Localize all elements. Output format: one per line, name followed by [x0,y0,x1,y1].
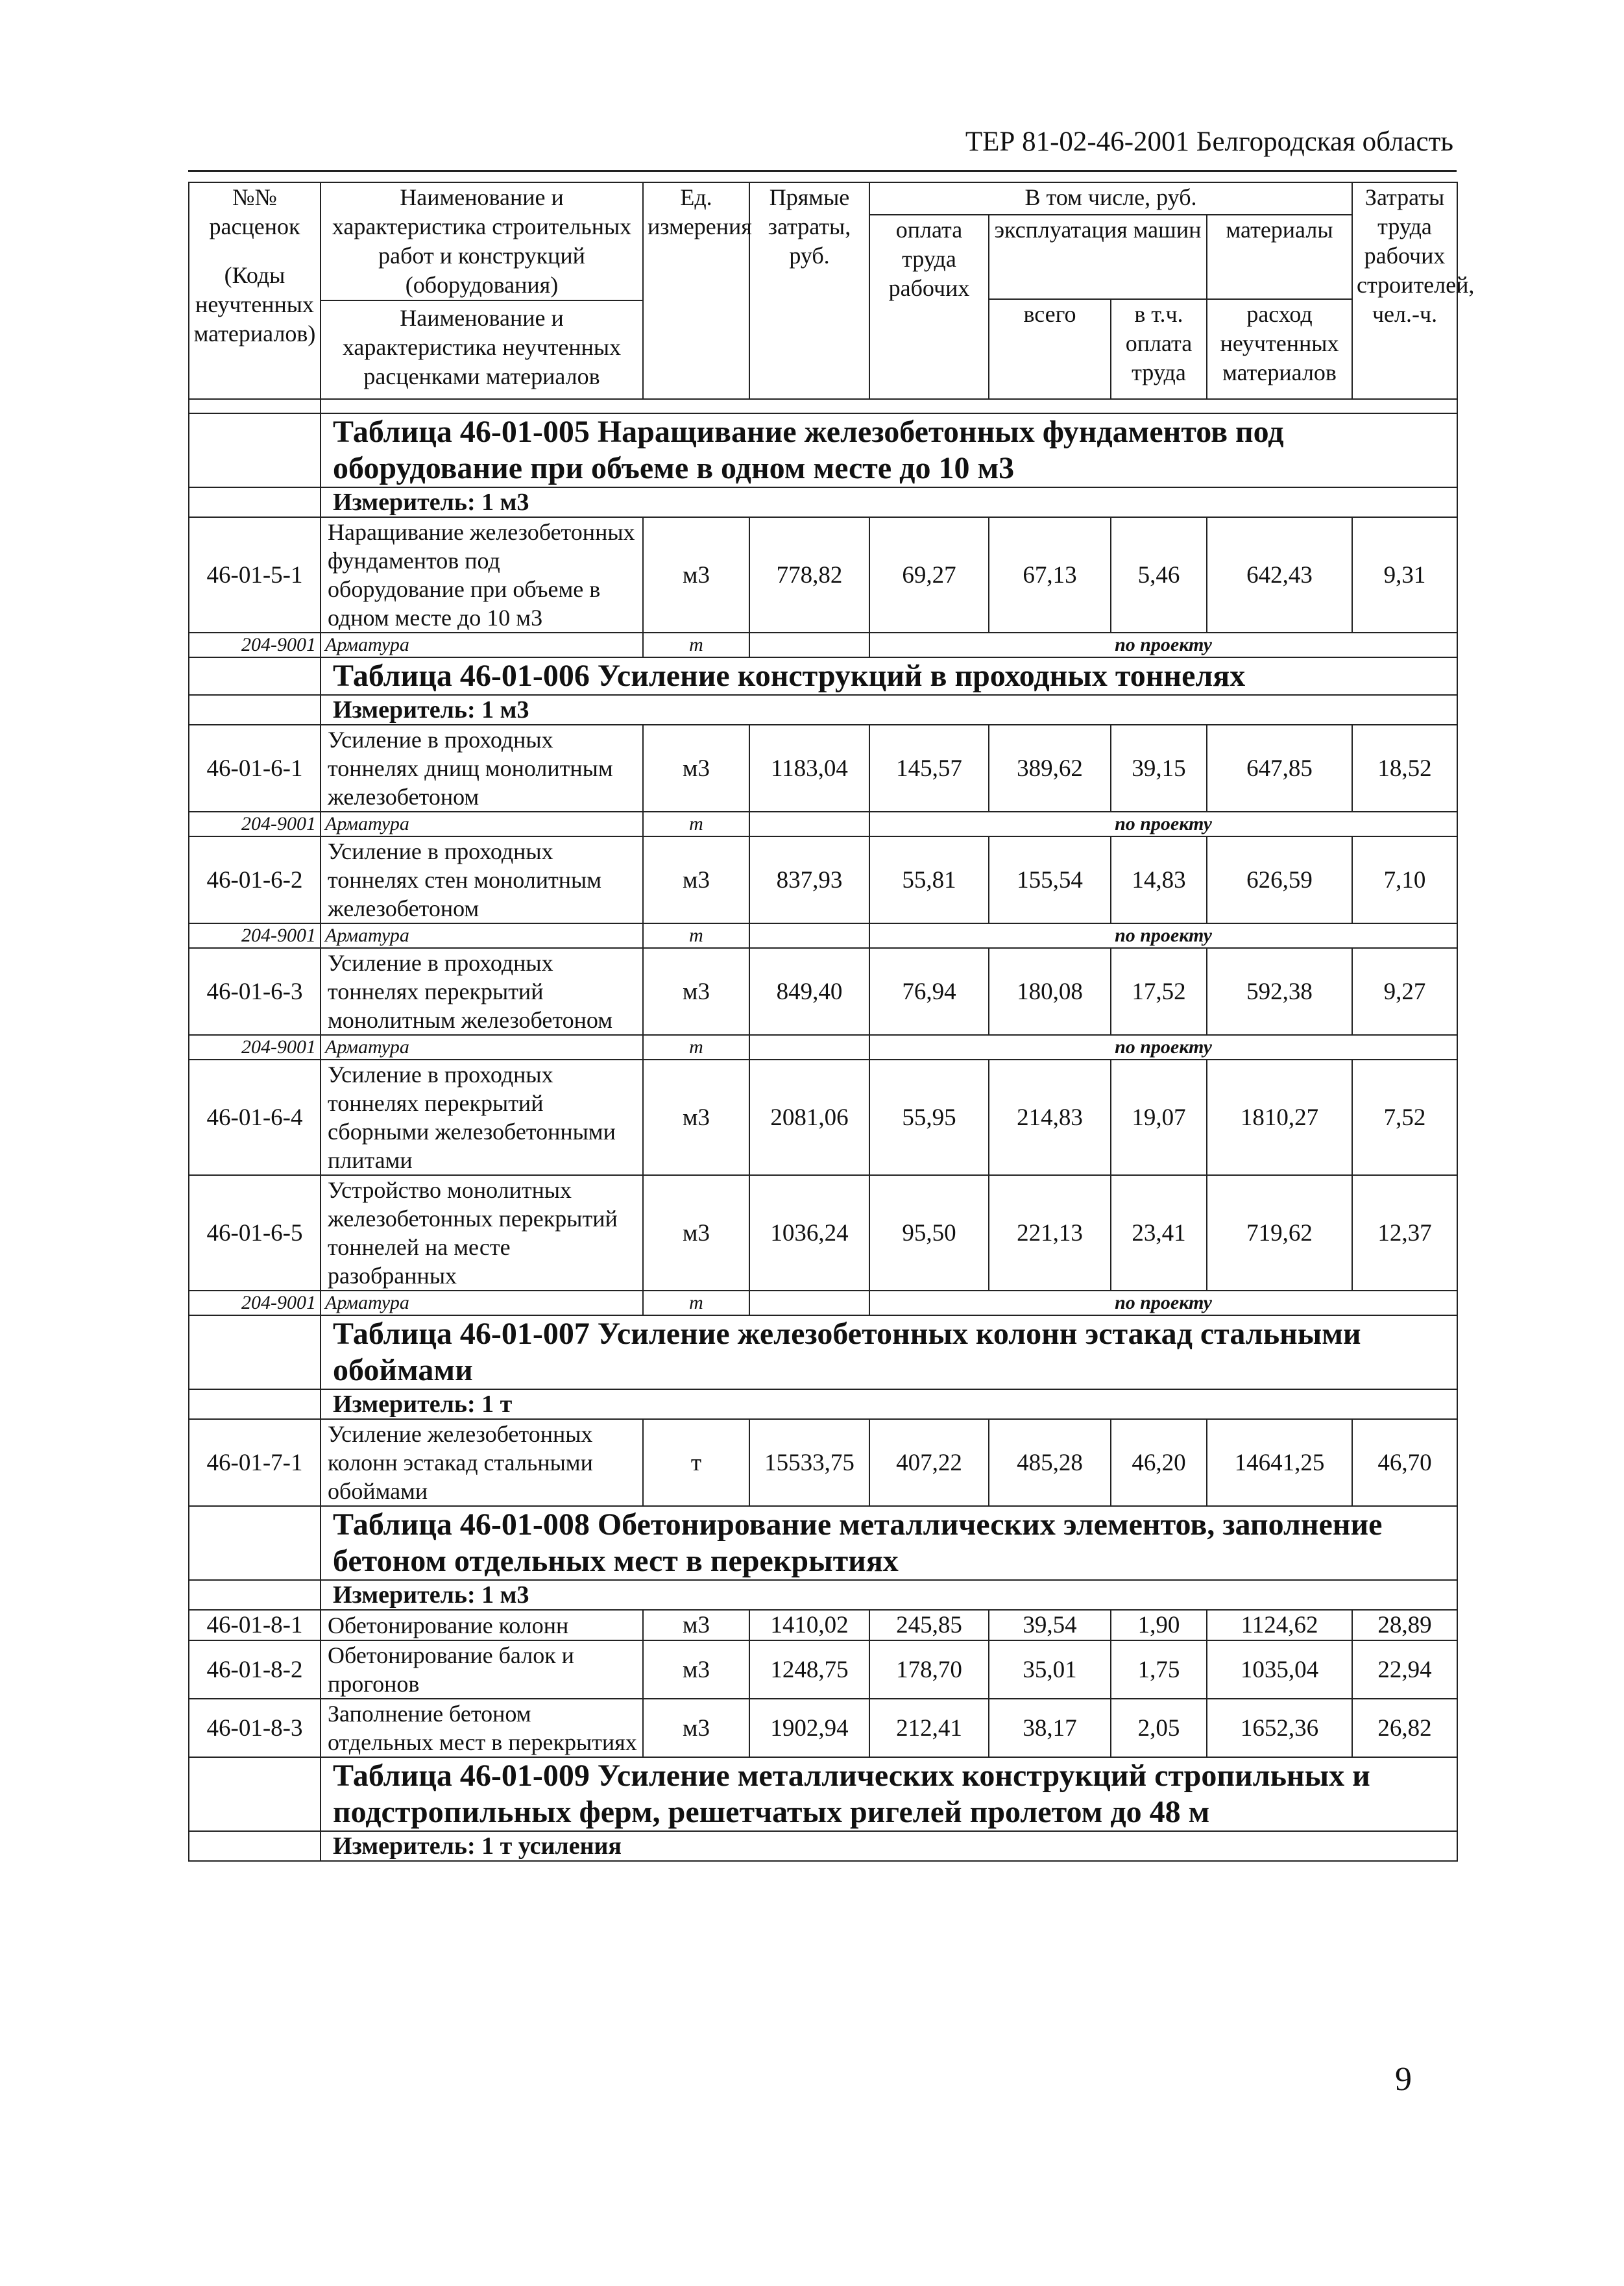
col-machines: эксплуатация машин [994,217,1202,243]
section-title: Таблица 46-01-006 Усиление конструкций в проходных тоннелях [321,657,1457,695]
col-name-label: Наименование и характеристика строительных работ и конструкций (оборудования) [332,184,632,298]
material-unit: т [643,1291,749,1315]
rate-labor: 46,70 [1352,1419,1457,1506]
rate-materials: 1810,27 [1207,1060,1352,1175]
measure-row [189,695,1457,725]
material-code: 204-9001 [189,812,321,836]
material-value: по проекту [869,923,1457,948]
material-unit: т [643,633,749,657]
rate-wages: 212,41 [869,1699,989,1757]
empty-cell [189,695,321,725]
material-name: Арматура [321,633,643,657]
empty-cell [189,1831,321,1861]
rates-table [188,182,1475,1862]
rate-labor: 7,52 [1352,1060,1457,1175]
rate-mach-wages: 23,41 [1111,1175,1207,1291]
material-value: по проекту [869,1291,1457,1315]
rate-mach-wages: 19,07 [1111,1060,1207,1175]
material-row [189,1035,1457,1060]
rate-row [189,836,1457,923]
rate-direct: 2081,06 [749,1060,869,1175]
material-name: Арматура [321,1291,643,1315]
measure-label: Измеритель: 1 м3 [321,1580,1457,1610]
rate-labor: 28,89 [1352,1610,1457,1640]
measure-label: Измеритель: 1 м3 [321,695,1457,725]
rate-code: 46-01-7-1 [189,1419,321,1506]
material-row [189,1291,1457,1315]
rate-wages: 95,50 [869,1175,989,1291]
rate-row [189,517,1457,633]
material-row [189,923,1457,948]
rate-unit: м3 [643,1610,749,1640]
rate-direct: 778,82 [749,517,869,633]
material-name: Арматура [321,1035,643,1060]
document-title: ТЕР 81-02-46-2001 Белгородская область [965,127,1453,157]
rate-unit: м3 [643,1640,749,1699]
col-unit: Ед. измерения [643,182,749,399]
material-value: по проекту [869,812,1457,836]
section-title: Таблица 46-01-009 Усиление металлических конструкций стропильных и подстропильных ферм, решетчатых ригелей пролетом до 48 м [321,1757,1457,1831]
rate-machines: 485,28 [989,1419,1111,1506]
rate-machines: 221,13 [989,1175,1111,1291]
spacer-row [189,399,1457,413]
col-wages: оплата труда рабочих [869,215,989,399]
rate-code: 46-01-8-2 [189,1640,321,1699]
rate-code: 46-01-6-1 [189,725,321,812]
material-code: 204-9001 [189,633,321,657]
col-code-alt-label: (Коды неучтенных материалов) [193,262,316,347]
rate-direct: 15533,75 [749,1419,869,1506]
rate-code: 46-01-6-4 [189,1060,321,1175]
rate-name: Усиление в проходных тоннелях днищ монолитным железобетоном [321,725,643,812]
rate-wages: 76,94 [869,948,989,1035]
rate-materials: 647,85 [1207,725,1352,812]
rate-row [189,1175,1457,1291]
header-row [189,182,1457,215]
rate-machines: 38,17 [989,1699,1111,1757]
rate-name: Устройство монолитных железобетонных перекрытий тоннелей на месте разобранных [321,1175,643,1291]
section-title-row [189,1315,1457,1389]
empty-cell [189,1506,321,1580]
rate-direct: 849,40 [749,948,869,1035]
rate-machines: 39,54 [989,1610,1111,1640]
material-unit: т [643,923,749,948]
rate-row [189,1610,1457,1640]
spacer-cell [189,399,321,413]
rate-mach-wages: 14,83 [1111,836,1207,923]
rate-labor: 18,52 [1352,725,1457,812]
empty-cell [189,657,321,695]
page-number: 9 [1395,2061,1412,2098]
rate-mach-wages: 17,52 [1111,948,1207,1035]
rate-code: 46-01-6-2 [189,836,321,923]
rate-mach-wages: 1,90 [1111,1610,1207,1640]
rate-unit: м3 [643,517,749,633]
col-code-label: №№ расценок [209,184,300,239]
rate-materials: 642,43 [1207,517,1352,633]
col-mat-use: расход неучтенных материалов [1207,298,1351,398]
measure-label: Измеритель: 1 т [321,1389,1457,1419]
col-direct: Прямые затраты, руб. [749,182,869,399]
col-incl-wages: в т.ч. оплата труда [1125,301,1193,385]
rate-name: Усиление в проходных тоннелях перекрытий сборными железобетонными плитами [321,1060,643,1175]
col-incl: В том числе, руб. [869,182,1352,215]
measure-row [189,1831,1457,1861]
empty-cell [189,1315,321,1389]
rate-mach-wages: 1,75 [1111,1640,1207,1699]
section-title: Таблица 46-01-007 Усиление железобетонных колонн эстакад стальными обоймами [321,1315,1457,1389]
material-unit: т [643,1035,749,1060]
material-code: 204-9001 [189,1291,321,1315]
empty-cell [749,923,869,948]
rate-unit: м3 [643,725,749,812]
measure-row [189,1580,1457,1610]
rate-labor: 9,27 [1352,948,1457,1035]
col-code [189,182,321,399]
empty-cell [189,1580,321,1610]
rate-machines: 214,83 [989,1060,1111,1175]
section-title-row [189,413,1457,487]
rate-row [189,725,1457,812]
empty-cell [189,413,321,487]
measure-label: Измеритель: 1 м3 [321,487,1457,517]
rate-name: Усиление железобетонных колонн эстакад стальными обоймами [321,1419,643,1506]
rate-direct: 1248,75 [749,1640,869,1699]
rate-labor: 9,31 [1352,517,1457,633]
rate-wages: 55,81 [869,836,989,923]
rate-materials: 1652,36 [1207,1699,1352,1757]
rate-name: Обетонирование колонн [321,1610,643,1640]
material-name: Арматура [321,812,643,836]
rate-unit: т [643,1419,749,1506]
rate-row [189,1060,1457,1175]
col-labor: Затраты труда рабочих строителей, чел.-ч. [1352,182,1457,399]
rate-name: Наращивание железобетонных фундаментов под оборудование при объеме в одном месте до 10 м3 [321,517,643,633]
col-total: всего [989,300,1111,398]
rate-materials: 626,59 [1207,836,1352,923]
rate-name: Усиление в проходных тоннелях перекрытий монолитным железобетоном [321,948,643,1035]
page-header [188,125,1457,172]
rate-mach-wages: 39,15 [1111,725,1207,812]
rate-mach-wages: 46,20 [1111,1419,1207,1506]
material-value: по проекту [869,1035,1457,1060]
rate-name: Обетонирование балок и прогонов [321,1640,643,1699]
empty-cell [749,812,869,836]
rate-materials: 14641,25 [1207,1419,1352,1506]
rate-wages: 407,22 [869,1419,989,1506]
rate-machines: 67,13 [989,517,1111,633]
rate-machines: 389,62 [989,725,1111,812]
empty-cell [189,1389,321,1419]
rate-code: 46-01-6-3 [189,948,321,1035]
rate-row [189,1640,1457,1699]
rate-name: Усиление в проходных тоннелях стен монолитным железобетоном [321,836,643,923]
rate-materials: 592,38 [1207,948,1352,1035]
material-row [189,633,1457,657]
rate-code: 46-01-8-1 [189,1610,321,1640]
rate-direct: 1902,94 [749,1699,869,1757]
empty-cell [189,1757,321,1831]
empty-cell [189,487,321,517]
col-name [321,182,643,399]
rate-code: 46-01-6-5 [189,1175,321,1291]
rate-direct: 837,93 [749,836,869,923]
rate-unit: м3 [643,948,749,1035]
rate-labor: 12,37 [1352,1175,1457,1291]
rate-code: 46-01-5-1 [189,517,321,633]
rate-direct: 1036,24 [749,1175,869,1291]
rate-wages: 178,70 [869,1640,989,1699]
col-materials: материалы [1226,217,1333,243]
rate-machines: 35,01 [989,1640,1111,1699]
col-machines-group [989,215,1207,399]
section-title-row [189,1757,1457,1831]
rate-name: Заполнение бетоном отдельных мест в перекрытиях [321,1699,643,1757]
rate-unit: м3 [643,1060,749,1175]
spacer-cell [321,399,1457,413]
rate-labor: 7,10 [1352,836,1457,923]
empty-cell [749,1291,869,1315]
rate-row [189,948,1457,1035]
material-value: по проекту [869,633,1457,657]
empty-cell [749,633,869,657]
rate-unit: м3 [643,836,749,923]
rate-code: 46-01-8-3 [189,1699,321,1757]
rate-row [189,1419,1457,1506]
rate-materials: 719,62 [1207,1175,1352,1291]
rate-wages: 145,57 [869,725,989,812]
rate-machines: 155,54 [989,836,1111,923]
measure-row [189,1389,1457,1419]
col-materials-group [1207,215,1352,399]
material-code: 204-9001 [189,1035,321,1060]
measure-label: Измеритель: 1 т усиления [321,1831,1457,1861]
rate-labor: 22,94 [1352,1640,1457,1699]
rate-row [189,1699,1457,1757]
rate-materials: 1124,62 [1207,1610,1352,1640]
rate-wages: 69,27 [869,517,989,633]
material-row [189,812,1457,836]
rate-machines: 180,08 [989,948,1111,1035]
measure-row [189,487,1457,517]
rate-mach-wages: 5,46 [1111,517,1207,633]
empty-cell [749,1035,869,1060]
rate-unit: м3 [643,1699,749,1757]
section-title: Таблица 46-01-008 Обетонирование металлических элементов, заполнение бетоном отдельных мест в перекрытиях [321,1506,1457,1580]
rate-wages: 55,95 [869,1060,989,1175]
rate-unit: м3 [643,1175,749,1291]
rate-mach-wages: 2,05 [1111,1699,1207,1757]
rate-wages: 245,85 [869,1610,989,1640]
rate-labor: 26,82 [1352,1699,1457,1757]
section-title: Таблица 46-01-005 Наращивание железобетонных фундаментов под оборудование при объеме в одном месте до 10 м3 [321,413,1457,487]
material-name: Арматура [321,923,643,948]
section-title-row [189,657,1457,695]
material-unit: т [643,812,749,836]
rate-direct: 1183,04 [749,725,869,812]
material-code: 204-9001 [189,923,321,948]
col-name-alt-label: Наименование и характеристика неучтенных расценками материалов [321,300,642,391]
rate-materials: 1035,04 [1207,1640,1352,1699]
rate-direct: 1410,02 [749,1610,869,1640]
section-title-row [189,1506,1457,1580]
